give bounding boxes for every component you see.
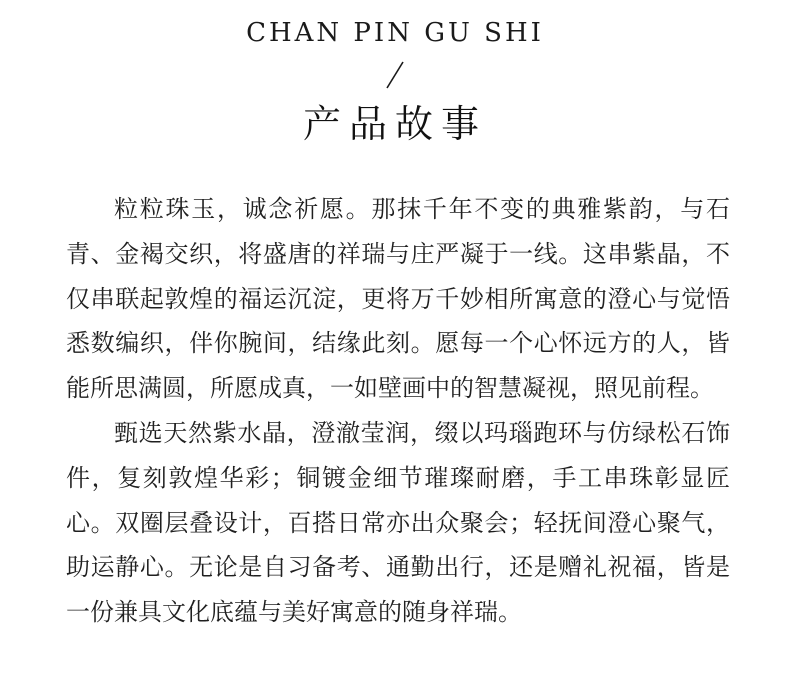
story-paragraph-1: 粒粒珠玉，诚念祈愿。那抹千年不变的典雅紫韵，与石青、金褐交织，将盛唐的祥瑞与庄严凝于一线。这串紫晶，不仅串联起敦煌的福运沉淀，更将万千妙相所寓意的澄心与觉悟悉数编织，伴你腕间，结缘此刻。愿每一个心怀远方的人，皆能所思满圆，所愿成真，一如壁画中的智慧凝视，照见前程。 [66, 195, 730, 403]
section-subtitle: CHAN PIN GU SHI [246, 18, 544, 48]
story-paragraph-2: 甄选天然紫水晶，澄澈莹润，缀以玛瑙跑环与仿绿松石饰件，复刻敦煌华彩；铜镀金细节璀璨耐磨，手工串珠彰显匠心。双圈层叠设计，百搭日常亦出众聚会；轻抚间澄心聚气，助运静心。无论是自习备考、通勤出行，还是赠礼祝福，皆是一份兼具文化底蕴与美好寓意的随身祥瑞。 [66, 418, 730, 627]
slash-divider-icon [384, 60, 406, 90]
story-body [66, 187, 730, 635]
section-title: 产品故事 [302, 102, 487, 146]
